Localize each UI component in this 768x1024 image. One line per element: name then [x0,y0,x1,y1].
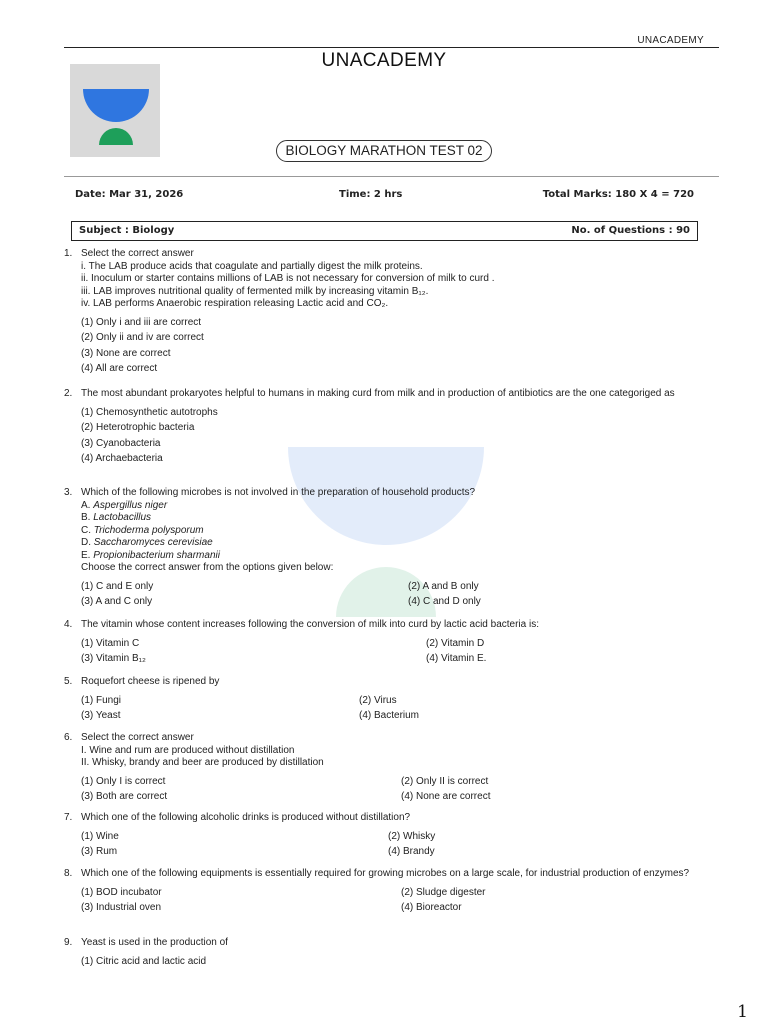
unacademy-logo [70,64,160,157]
statement: iii. LAB improves nutritional quality of fermented milk by increasing vitamin B₁₂. [81,285,429,297]
question-8 [64,868,704,916]
question-6 [64,732,704,805]
option-1: (1) C and E only [81,580,154,592]
option-2: (2) Virus [359,694,397,706]
option-4: (4) C and D only [408,596,481,607]
option-2: (2) Sludge digester [401,886,486,898]
header-title: UNACADEMY [321,50,447,71]
option-4: (4) None are correct [401,791,491,802]
option-1: (1) Vitamin C [81,637,140,649]
option-3: (3) Cyanobacteria [81,437,161,449]
question-text: Which one of the following alcoholic drinks is produced without distillation? [81,812,411,823]
question-text: Which one of the following equipments is essentially required for growing microbes on a large scale, for industrial production of enzymes? [81,868,690,879]
option-4: (4) Bioreactor [401,902,462,913]
question-3 [64,487,704,610]
statement: iv. LAB performs Anaerobic respiration releasing Lactic acid and CO₂. [81,298,389,309]
option-3: (3) Yeast [81,710,121,721]
option-3: (3) A and C only [81,596,153,607]
question-number: 7. [64,812,73,823]
question-5 [64,676,704,724]
option-3: (3) Vitamin B₁₂ [81,653,146,664]
option-4: (4) All are correct [81,363,158,374]
statement: II. Whisky, brandy and beer are produced by distillation [81,757,324,768]
microbe-item: D. Saccharomyces cerevisiae [81,537,213,548]
option-1: (1) Citric acid and lactic acid [81,955,207,967]
question-number: 2. [64,388,73,399]
test-title: BIOLOGY MARATHON TEST 02 [276,140,492,162]
subject-bar [71,221,698,241]
option-4: (4) Bacterium [359,710,420,721]
option-2: (2) Whisky [388,830,436,842]
question-text: The most abundant prokaryotes helpful to humans in making curd from milk and in production of antibiotics are the one categoriged as [81,388,675,399]
question-instruction: Choose the correct answer from the options given below: [81,562,334,573]
question-number: 4. [64,619,73,630]
microbe-item: E. Propionibacterium sharmanii [81,549,220,561]
option-3: (3) Both are correct [81,791,168,802]
question-2 [64,388,704,467]
option-4: (4) Vitamin E. [426,653,487,664]
option-3: (3) Rum [81,846,118,857]
statement: ii. Inoculum or starter contains millions of LAB is not necessary for conversion of milk to curd . [81,273,495,284]
option-1: (1) BOD incubator [81,886,162,898]
microbe-item: C. Trichoderma polysporum [81,524,204,536]
unacademy-logo-icon [70,64,160,157]
question-text: Roquefort cheese is ripened by [81,676,220,687]
statement: i. The LAB produce acids that coagulate and partially digest the milk proteins. [81,260,423,272]
header-brand-small: UNACADEMY [637,35,704,46]
microbe-item: B. Lactobacillus [81,512,152,523]
option-2: (2) Vitamin D [426,637,485,649]
option-3: (3) Industrial oven [81,902,162,913]
exam-total-marks: Total Marks: 180 X 4 = 720 [542,189,694,200]
question-count: No. of Questions : 90 [571,225,690,236]
statement: I. Wine and rum are produced without distillation [81,744,295,756]
question-number: 5. [64,676,73,687]
question-text: Which of the following microbes is not involved in the preparation of household products? [81,487,476,498]
option-4: (4) Archaebacteria [81,453,163,464]
option-2: (2) A and B only [408,580,479,592]
question-number: 3. [64,487,73,498]
header-divider [64,176,719,177]
question-number: 6. [64,732,73,743]
option-2: (2) Only II is correct [401,775,489,787]
question-9 [64,937,704,969]
option-1: (1) Chemosynthetic autotrophs [81,406,218,418]
option-1: (1) Only I is correct [81,775,166,787]
option-1: (1) Wine [81,830,119,842]
option-3: (3) None are correct [81,347,171,359]
question-7 [64,812,704,860]
question-text: The vitamin whose content increases following the conversion of milk into curd by lactic acid bacteria is: [81,619,539,630]
subject-label: Subject : Biology [79,225,175,236]
option-2: (2) Only ii and iv are correct [81,332,204,343]
question-number: 1. [64,248,73,259]
microbe-item: A. Aspergillus niger [81,499,168,511]
option-1: (1) Fungi [81,694,122,706]
question-text: Select the correct answer [81,732,194,743]
question-number: 9. [64,937,73,948]
option-1: (1) Only i and iii are correct [81,316,202,328]
option-4: (4) Brandy [388,846,435,857]
question-text: Yeast is used in the production of [81,937,228,948]
question-text: Select the correct answer [81,248,194,259]
option-2: (2) Heterotrophic bacteria [81,422,195,433]
exam-date: Date: Mar 31, 2026 [75,189,184,200]
page-number: 1 [737,1002,748,1022]
exam-time: Time: 2 hrs [339,189,403,200]
question-1 [64,248,704,377]
question-4 [64,619,704,667]
question-number: 8. [64,868,73,879]
header-rule [64,47,719,48]
